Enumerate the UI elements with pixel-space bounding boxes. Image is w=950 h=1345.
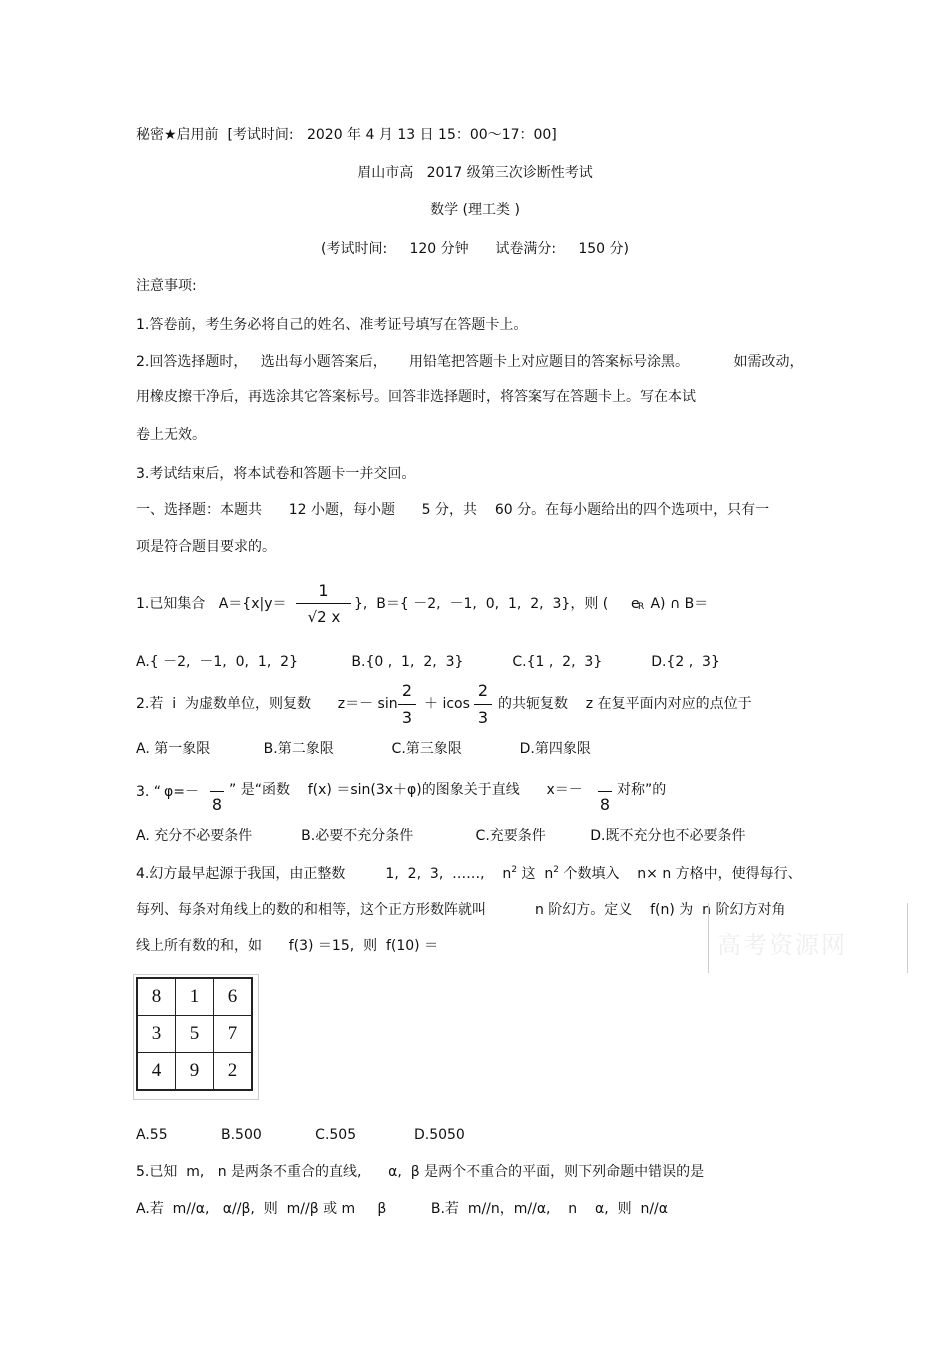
q4-line-2: 每列、每条对角线上的数的和相等，这个正方形数阵就叫 n 阶幻方。定义 f(n) 为 n 阶幻方对角 [136,902,786,918]
notice-item-2-line-3: 卷上无效。 [136,427,206,443]
q5-stem: 5.已知 m, n 是两条不重合的直线, α, β 是两个不重合的平面，则下列命题中错误的是 [136,1164,705,1180]
q4-line-1-part-b: 这 n [517,866,554,882]
q2-options: A. 第一象限 B.第二象限 C.第三象限 D.第四象限 [136,741,591,757]
watermark-box [708,903,908,973]
complement-symbol: e [631,596,640,612]
magic-square-cell: 1 [176,978,214,1016]
magic-square-row [137,1053,252,1091]
q4-superscript-1: 2 [511,865,518,875]
q3-stem-a: 3. “ [136,784,162,800]
watermark-text: 高考资源网 [717,931,847,959]
q4-line-1-part-a: 4.幻方最早起源于我国，由正整数 1, 2, 3, ……, n [136,866,512,882]
secret-line: 秘密★启用前 [考试时间: 2020 年 4 月 13 日 15：00～17：00] [136,127,557,143]
q3-phi-expression: φ=－ [164,784,199,800]
q2-fraction-1-bar [398,704,416,705]
q3-x-fraction-bar [598,791,612,792]
q2-fraction-1-numerator: 2 [401,681,413,700]
magic-square-cell: 7 [214,1016,253,1053]
q1-stem-c: A) ∩ B＝ [646,596,709,612]
notice-item-3: 3.考试结束后，将本试卷和答题卡一并交回。 [136,466,416,482]
magic-square-cell: 6 [214,978,253,1016]
q3-options: A. 充分不必要条件 B.必要不充分条件 C.充要条件 D.既不充分也不必要条件 [136,828,746,844]
q1-options: A.{ －2, －1, 0, 1, 2} B.{0 , 1, 2, 3} C.{1 , 2, 3} D.{2 , 3} [136,654,720,670]
q1-stem-b: }, B＝{ －2, －1, 0, 1, 2, 3}，则 ( [354,596,613,612]
magic-square-row [137,1016,252,1053]
q4-line-1 [136,866,802,881]
q4-line-3: 线上所有数的和，如 f(3) ＝15, 则 f(10) ＝ [136,938,439,954]
complement-subscript: R [638,602,645,612]
section-1-line-2: 项是符合题目要求的。 [136,539,276,555]
section-1-line-1: 一、选择题：本题共 12 小题，每小题 5 分，共 60 分。在每小题给出的四个选项中，只有一 [136,502,770,518]
q3-stem-b: ” 是“函数 f(x) ＝sin(3x＋φ)的图象关于直线 x＝－ [229,782,583,798]
q1-fraction-numerator: 1 [318,581,329,600]
q2-stem-b: ＋ icos [424,696,470,712]
magic-square-cell: 3 [137,1016,176,1053]
q3-phi-denominator: 8 [211,795,223,814]
notice-item-2-line-1: 2.回答选择题时， 选出每小题答案后， 用铅笔把答题卡上对应题目的答案标号涂黑。 如需改动， [136,354,804,370]
q3-phi-fraction-bar [210,791,224,792]
exam-info: (考试时间: 120 分钟 试卷满分: 150 分) [321,241,629,257]
notice-item-2-line-2: 用橡皮擦干净后，再选涂其它答案标号。回答非选择题时，将答案写在答题卡上。写在本试 [136,389,696,405]
q2-fraction-1-denominator: 3 [401,708,413,727]
q3-stem-c: 对称”的 [617,782,667,798]
magic-square-cell: 8 [137,978,176,1016]
exam-title: 眉山市高 2017 级第三次诊断性考试 [357,165,593,181]
magic-square-cell: 4 [137,1053,176,1091]
notice-heading: 注意事项: [136,278,197,294]
magic-square [136,977,253,1091]
exam-subject: 数学 (理工类 ) [430,202,520,218]
q1-stem-a: 1.已知集合 A＝{x|y＝ [136,596,287,612]
q4-line-1-part-c: 个数填入 n× n 方格中，使得每行、 [559,866,802,882]
q2-stem-a: 2.若 i 为虚数单位，则复数 z＝－ sin [136,696,398,712]
q2-fraction-2-bar [474,704,492,705]
q1-fraction-bar [296,603,351,604]
q1-fraction-denominator: √2 x [307,608,341,626]
magic-square-cell: 9 [176,1053,214,1091]
q4-options: A.55 B.500 C.505 D.5050 [136,1127,465,1143]
magic-square-cell: 5 [176,1016,214,1053]
q4-superscript-2: 2 [553,865,560,875]
q5-options: A.若 m//α, α//β, 则 m//β 或 m β B.若 m//n，m//α, n α, 则 n//α [136,1201,668,1217]
q3-x-denominator: 8 [599,795,611,814]
q2-fraction-2-denominator: 3 [477,708,489,727]
magic-square-cell: 2 [214,1053,253,1091]
q2-fraction-2-numerator: 2 [477,681,489,700]
magic-square-row [137,978,252,1016]
notice-item-1: 1.答卷前，考生务必将自己的姓名、准考证号填写在答题卡上。 [136,317,528,333]
q2-stem-c: 的共轭复数 z 在复平面内对应的点位于 [498,696,752,712]
